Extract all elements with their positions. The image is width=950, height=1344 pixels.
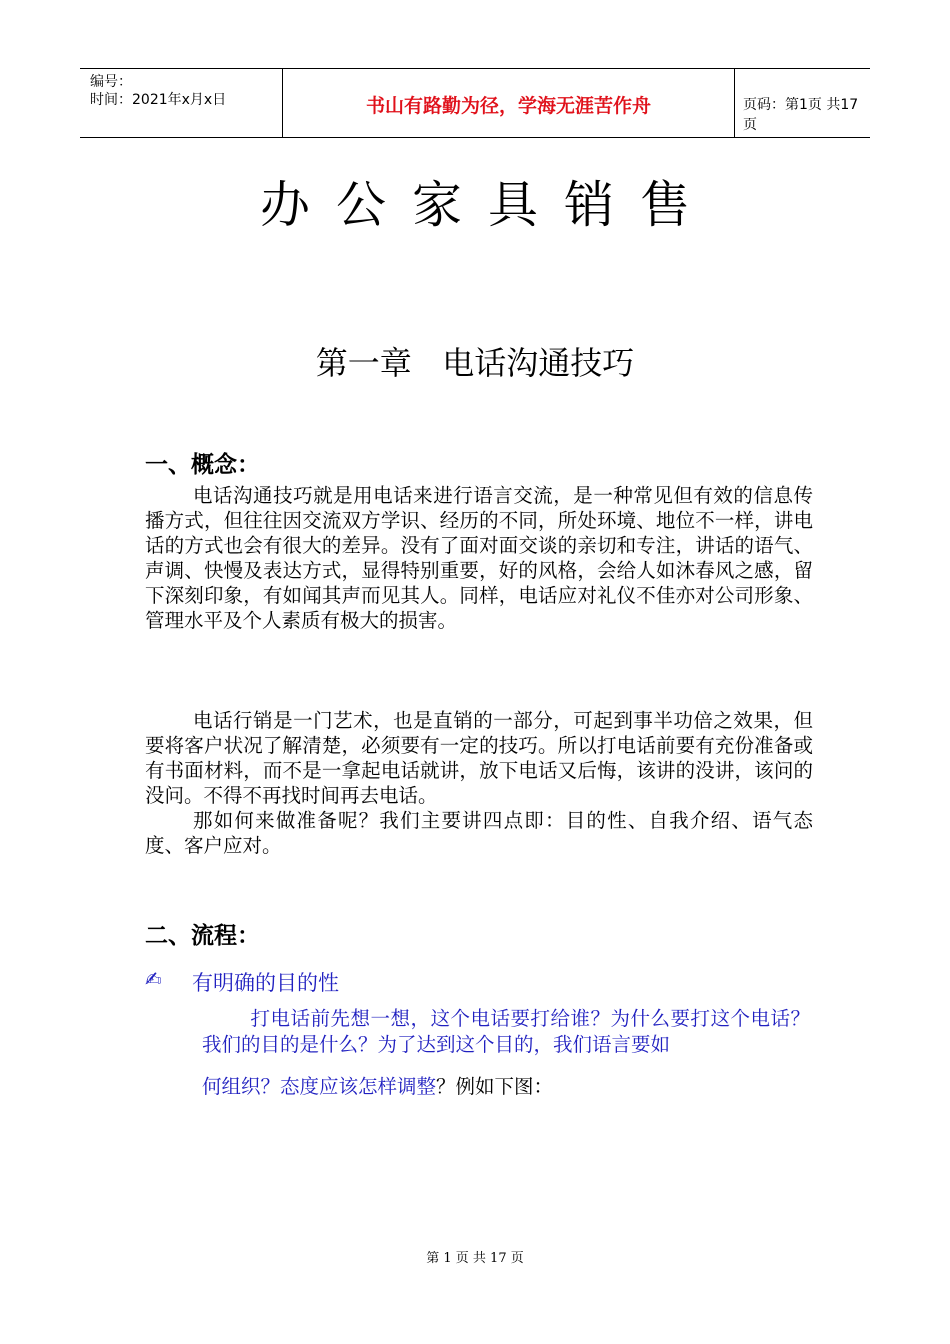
header-motto-cell bbox=[282, 69, 735, 137]
motto-text: 书山有路勤为径，学海无涯苦作舟 bbox=[365, 95, 651, 117]
bullet-last-blue: 何组织？态度应该怎样调整 bbox=[202, 1075, 437, 1098]
document-title: 办公家具销售 bbox=[260, 176, 716, 234]
document-header bbox=[80, 68, 870, 138]
chapter-title: 第一章 电话沟通技巧 bbox=[315, 344, 635, 382]
concept-paragraph-3: 那如何来做准备呢？我们主要讲四点即：目的性、自我介绍、语气态度、客户应对。 bbox=[145, 809, 813, 857]
page-footer: 第 1 页 共 17 页 bbox=[426, 1251, 524, 1266]
header-meta-cell bbox=[80, 69, 282, 137]
bullet-label: 有明确的目的性 bbox=[192, 971, 339, 995]
section-heading-process: 二、流程： bbox=[145, 923, 260, 949]
number-label: 编号： bbox=[90, 74, 132, 90]
bullet-last-black: ？例如下图： bbox=[436, 1075, 554, 1098]
section-heading-concept: 一、概念： bbox=[145, 452, 260, 478]
concept-paragraph-2: 电话行销是一门艺术，也是直销的一部分，可起到事半功倍之效果，但要将客户状况了解清楚，必须要有一定的技巧。所以打电话前要有充份准备或有书面材料，而不是一拿起电话就讲，放下电话又后悔，该讲的没讲，该问的没问。不得不再找时间再去电话。 bbox=[145, 709, 813, 807]
concept-paragraph-1: 电话沟通技巧就是用电话来进行语言交流，是一种常见但有效的信息传播方式，但往往因交流双方学识、经历的不同，所处环境、地位不一样，讲电话的方式也会有很大的差异。没有了面对面交谈的亲切和专注，讲话的语气、声调、快慢及表达方式，显得特别重要，好的风格，会给人如沐春风之感，留下深刻印象，有如闻其声而见其人。同样，电话应对礼仪不佳亦对公司形象、管理水平及个人素质有极大的损害。 bbox=[145, 484, 813, 632]
concept-paragraph-1-block bbox=[145, 483, 813, 633]
time-label: 时间：2021年x月x日 bbox=[90, 92, 227, 108]
bullet-paragraph-last-line bbox=[202, 1071, 553, 1099]
concept-paragraph-2-block bbox=[145, 708, 813, 858]
header-page-cell bbox=[734, 69, 870, 137]
bullet-text: 打电话前先想一想，这个电话要打给谁？为什么要打这个电话？我们的目的是什么？为了达到这个目的，我们语言要如 bbox=[202, 1007, 810, 1056]
page-reference: 页码：第1页 共17页 bbox=[743, 97, 859, 133]
bullet-paragraph bbox=[202, 1006, 810, 1058]
writing-hand-icon: ✍ bbox=[145, 967, 162, 991]
